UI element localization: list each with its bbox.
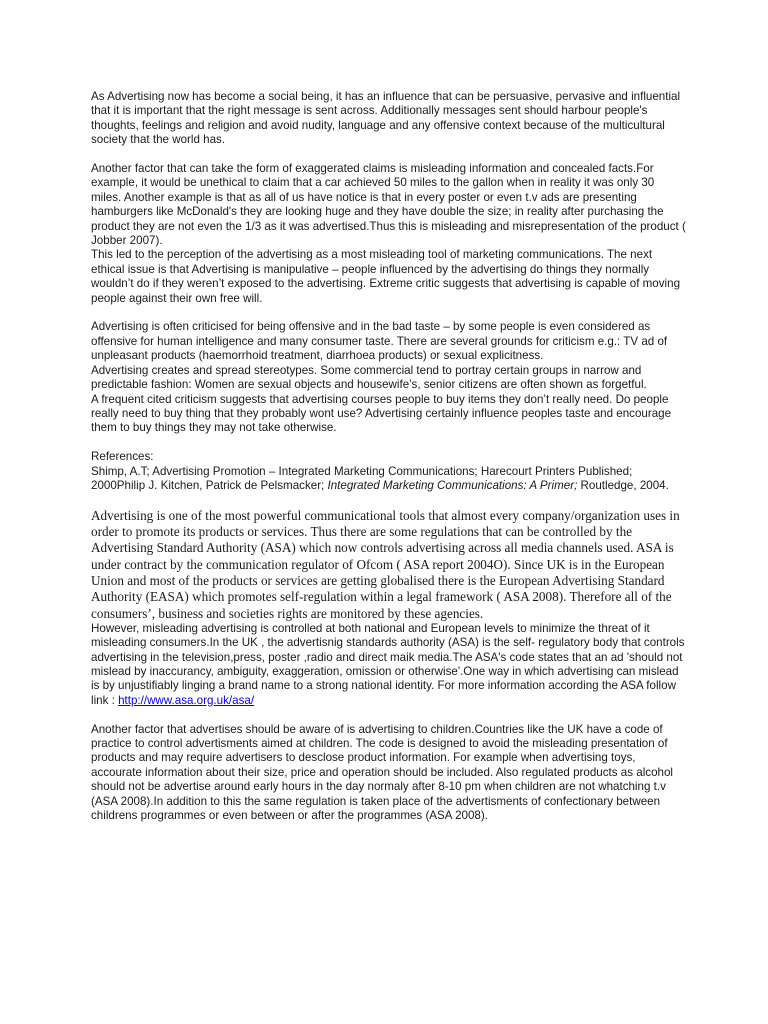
paragraph-exaggerated-claims: Another factor that can take the form of exaggerated claims is misleading information and concealed facts.For example, it would be unethical to claim that a car achieved 50 miles to the gallon when in reality it was only 30 miles. Another example is that as all of us have notice is that in every poster or even t.v ads are presenting hamburgers like McDonald's they are looking huge and they have double the size; in reality after purchasing the product they are not even the 1/3 as it was advertised.Thus this is misleading and misrepresentation of the product ( Jobber 2007). [91,162,686,248]
reference-tail: Routledge, 2004. [577,478,669,492]
paragraph-stereotypes: Advertising creates and spread stereotypes. Some commercial tend to portray certain groups in narrow and predictable fashion: Women are sexual objects and housewife’s, senior citizens are often shown as forgetful. [91,363,647,392]
paragraph-manipulative: This led to the perception of the advertising as a most misleading tool of marketing communications. The next ethical issue is that Advertising is manipulative – people influenced by the advertising do things they normally wouldn’t do if they weren’t exposed to the advertising. Extreme critic suggests that advertising is capable of moving people against their own free will. [91,248,681,305]
paragraph-misleading-control [91,622,686,708]
reference-text: Shimp, A.T; Advertising Promotion – Integrated Marketing Communications; Harecourt Printers Published; 2000Philip J. Kitchen, Patrick de Pelsmacker; [91,464,633,492]
paragraph-social-influence: As Advertising now has become a social being, it has an influence that can be persuasive, pervasive and influential that it is important that the right message is sent across. Additionally messages sent should harbour people's thoughts, feelings and religion and avoid nudity, language and any offensive context because of the multicultural society that the world has. [91,90,681,147]
paragraph-asa-regulation: Advertising is one of the most powerful communicational tools that almost every company/organization uses in order to promote its products or services. Thus there are some regulations that can be controlled by the Advertising Standard Authority (ASA) which now controls advertising across all media channels used. ASA is under contract by the communication regulator of Ofcom ( ASA report 2004O). Since UK is in the European Union and most of the products or services are getting globalised there is the European Advertising Standard Authority (EASA) which promotes self-regulation within a legal framework ( ASA 2008). Therefore all of the consumers’, business and societies rights are monitored by these agencies. [91,507,680,621]
asa-link[interactable]: http://www.asa.org.uk/asa/ [118,693,255,707]
paragraph-children-advertising: Another factor that advertises should be aware of is advertising to children.Countries like the UK have a code of practice to control advertisments aimed at children. The code is designed to avoid the misleading presentation of products and may require advertisers to desclose product information. For example when advertising toys, accourate information about their size, price and operation should be included. Also regulated products as alcohol should not be advertise around early hours in the day normaly after 8-10 pm when children are not whatching t.v (ASA 2008).In addition to this the same regulation is taken place of the advertisments of confectionary between childrens programmes or even between or after the programmes (ASA 2008). [91,722,673,823]
paragraph-misleading-text: However, misleading advertising is controlled at both national and European levels to minimize the threat of it misleading consumers.In the UK , the advertisnig standards authority (ASA) is the self- regulatory body that controls advertising in the television,press, poster ,radio and direct maik media.The ASA's code states that an ad 'should not mislead by inaccurancy, ambiguity, exaggeration, omission or otherwise'.One way in which advertising can mislead is by unjustifiably linging a brand name to a strong national identity. For more information according the ASA follow link : [91,621,685,707]
reference-entry [91,465,686,494]
references-heading: References: [91,450,154,464]
reference-title: Integrated Marketing Communications: A Primer; [327,478,578,492]
paragraph-frequent-criticism: A frequent cited criticism suggests that advertising courses people to buy items they don’t really need. Do people really need to buy thing that they probably wont use? Advertising certainly influence peoples taste and encourage them to buy things they may not take otherwise. [91,392,672,435]
paragraph-offensive: Advertising is often criticised for being offensive and in the bad taste – by some people is even considered as offensive for human intelligence and many consumer taste. There are several grounds for criticism e.g.: TV ad of unpleasant products (haemorrhoid treatment, diarrhoea products) or sexual explicitness. [91,320,668,363]
